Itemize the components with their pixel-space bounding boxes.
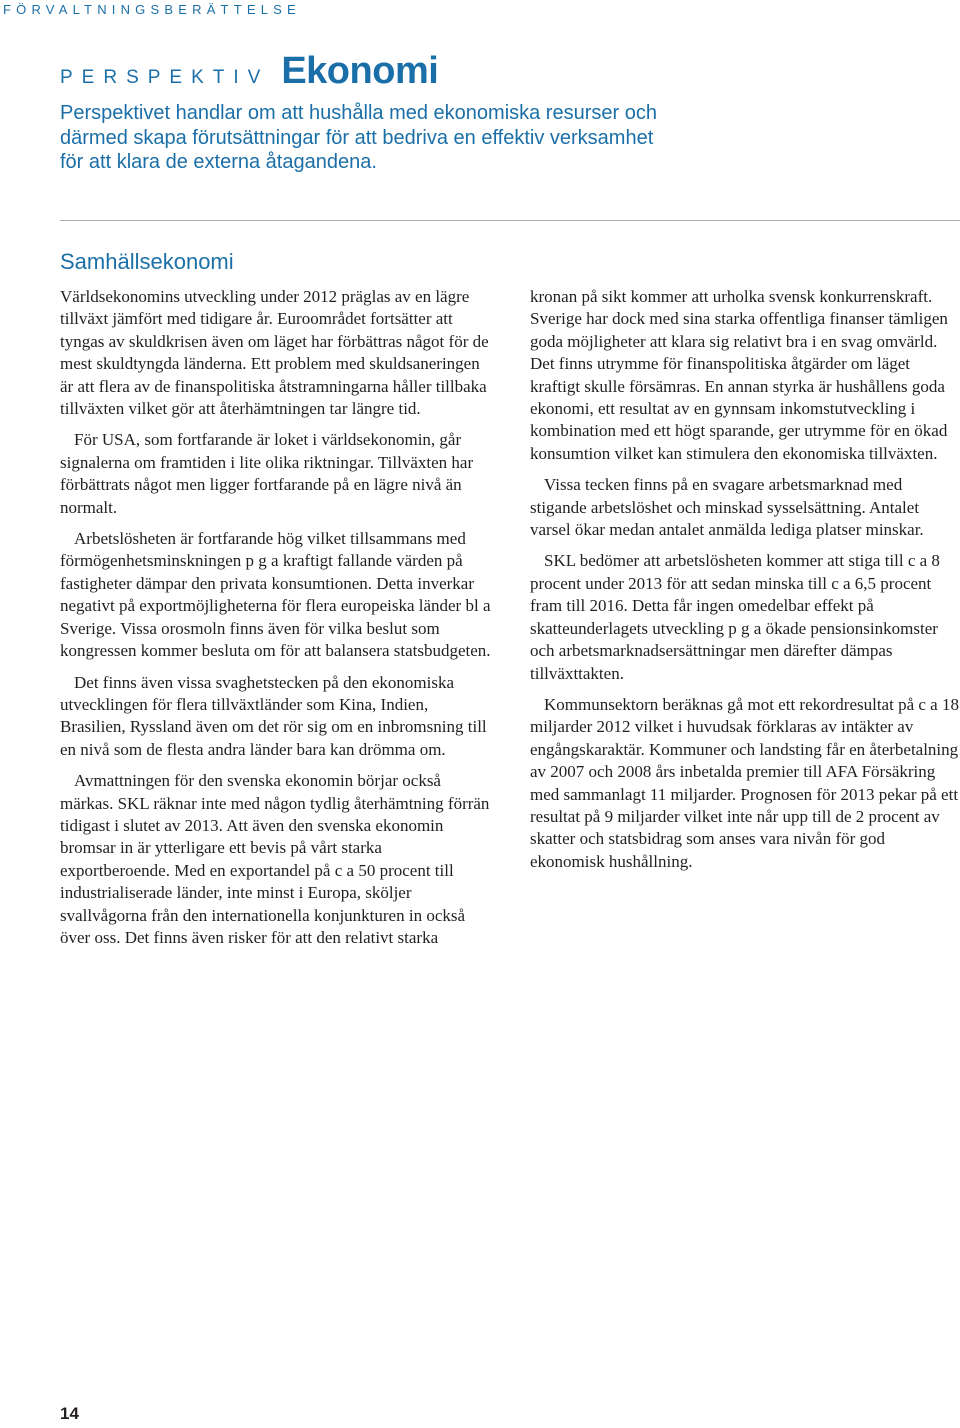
page-title: Ekonomi <box>281 50 439 92</box>
paragraph: Vissa tecken finns på en svagare arbetsmarknad med stigande arbetslöshet och minskad sysselsättning. Antalet varsel ökar medan antalet anmälda lediga platser minskar. <box>530 475 924 540</box>
intro-line: för att klara de externa åtagandena. <box>60 151 377 173</box>
page-number: 14 <box>60 1404 79 1423</box>
paragraph: Arbetslösheten är fortfarande hög vilket tillsammans med förmögenhetsminskningen p g a kraftigt fallande värden på fastigheter dämpar den privata konsumtionen. Detta inverkar negativt på exportmöjligheterna för flera europeiska länder bl a Sverige. Vissa orosmoln finns även för vilka beslut som kongressen kommer besluta om för att balansera statsbudgeten. <box>60 529 491 661</box>
right-column <box>530 286 960 882</box>
paragraph: Avmattningen för den svenska ekonomin börjar också märkas. SKL räknar inte med någon tydlig återhämtning förrän tidigast i slutet av 2013. Att även den svenska ekonomin bromsar in är ytterligare ett bevis på vårt starka exportberoende. Med en exportandel på c a 50 procent till industrialiserade länder, inte minst i Europa, sköljer svallvågorna från den internationella konjunkturen in också över oss. Det finns även risker för att den relativt starka <box>60 771 490 947</box>
perspective-label: PERSPEKTIV <box>60 67 270 88</box>
paragraph: För USA, som fortfarande är loket i världsekonomin, går signalerna om framtiden i lite olika riktningar. Tillväxten har förbättrats något men ligger fortfarande på en lägre nivå än normalt. <box>60 430 474 517</box>
title-row <box>60 50 438 93</box>
paragraph: Kommunsektorn beräknas gå mot ett rekordresultat på c a 18 miljarder 2012 vilket i huvudsak förklaras av intäkter av engångskaraktär. Kommuner och landsting får en återbetalning av 2007 och 2008 års inbetalda premier till AFA Försäkring med sammanlagt 11 miljarder. Prognosen för 2013 pekar på ett resultat på 9 miljarder vilket inte når upp till de 2 procent av skatter och statsbidrag som anses vara nivån för god ekonomisk hushållning. <box>530 694 959 871</box>
paragraph: Världsekonomins utveckling under 2012 präglas av en lägre tillväxt jämfört med tidigare år. Euroområdet fortsätter att tyngas av skuldkrisen även om läget har förbättras något för de mest skuldtyngda länderna. Ett problem med skuldsaneringen är att flera av de finanspolitiska åtstramningarna håller tillbaka tillväxten vilket gör att återhämtningen tar längre tid. <box>60 287 489 419</box>
paragraph: SKL bedömer att arbetslösheten kommer att stiga till c a 8 procent under 2013 för att sedan minska till c a 6,5 procent fram till 2016. Detta får ingen omedelbar effekt på skatteunderlagets utveckling p g a ökade pensionsinkomster och arbetsmarknadsersättningar men därefter dämpas tillväxttakten. <box>530 551 940 683</box>
left-column <box>60 286 494 958</box>
paragraph: kronan på sikt kommer att urholka svensk konkurrenskraft. Sverige har dock med sina starka offentliga finanser tämligen goda möjligheter att klara sig relativt bra i en svag omvärld. Det finns utrymme för finanspolitiska åtgärder om läget kraftigt skulle försämras. En annan styrka är hushållens goda ekonomi, ett resultat av en gynnsam inkomstutveckling i kombination med ett högt sparande, ger utrymme för en ökad konsumtion vilket kan stimulera den ekonomiska tillväxten. <box>530 287 948 463</box>
intro-text <box>60 101 760 175</box>
section-divider <box>60 220 960 221</box>
intro-line: därmed skapa förutsättningar för att bedriva en effektiv verksamhet <box>60 126 654 149</box>
section-heading: Samhällsekonomi <box>60 249 234 274</box>
running-header: FÖRVALTNINGSBERÄTTELSE <box>3 2 301 17</box>
paragraph: Det finns även vissa svaghetstecken på den ekonomiska utvecklingen för flera tillväxtländer som Kina, Indien, Brasilien, Ryssland även om det rör sig om en inbromsning till en nivå som de flesta andra länder bara kan drömma om. <box>60 672 487 759</box>
intro-line: Perspektivet handlar om att hushålla med ekonomiska resurser och <box>60 102 657 124</box>
